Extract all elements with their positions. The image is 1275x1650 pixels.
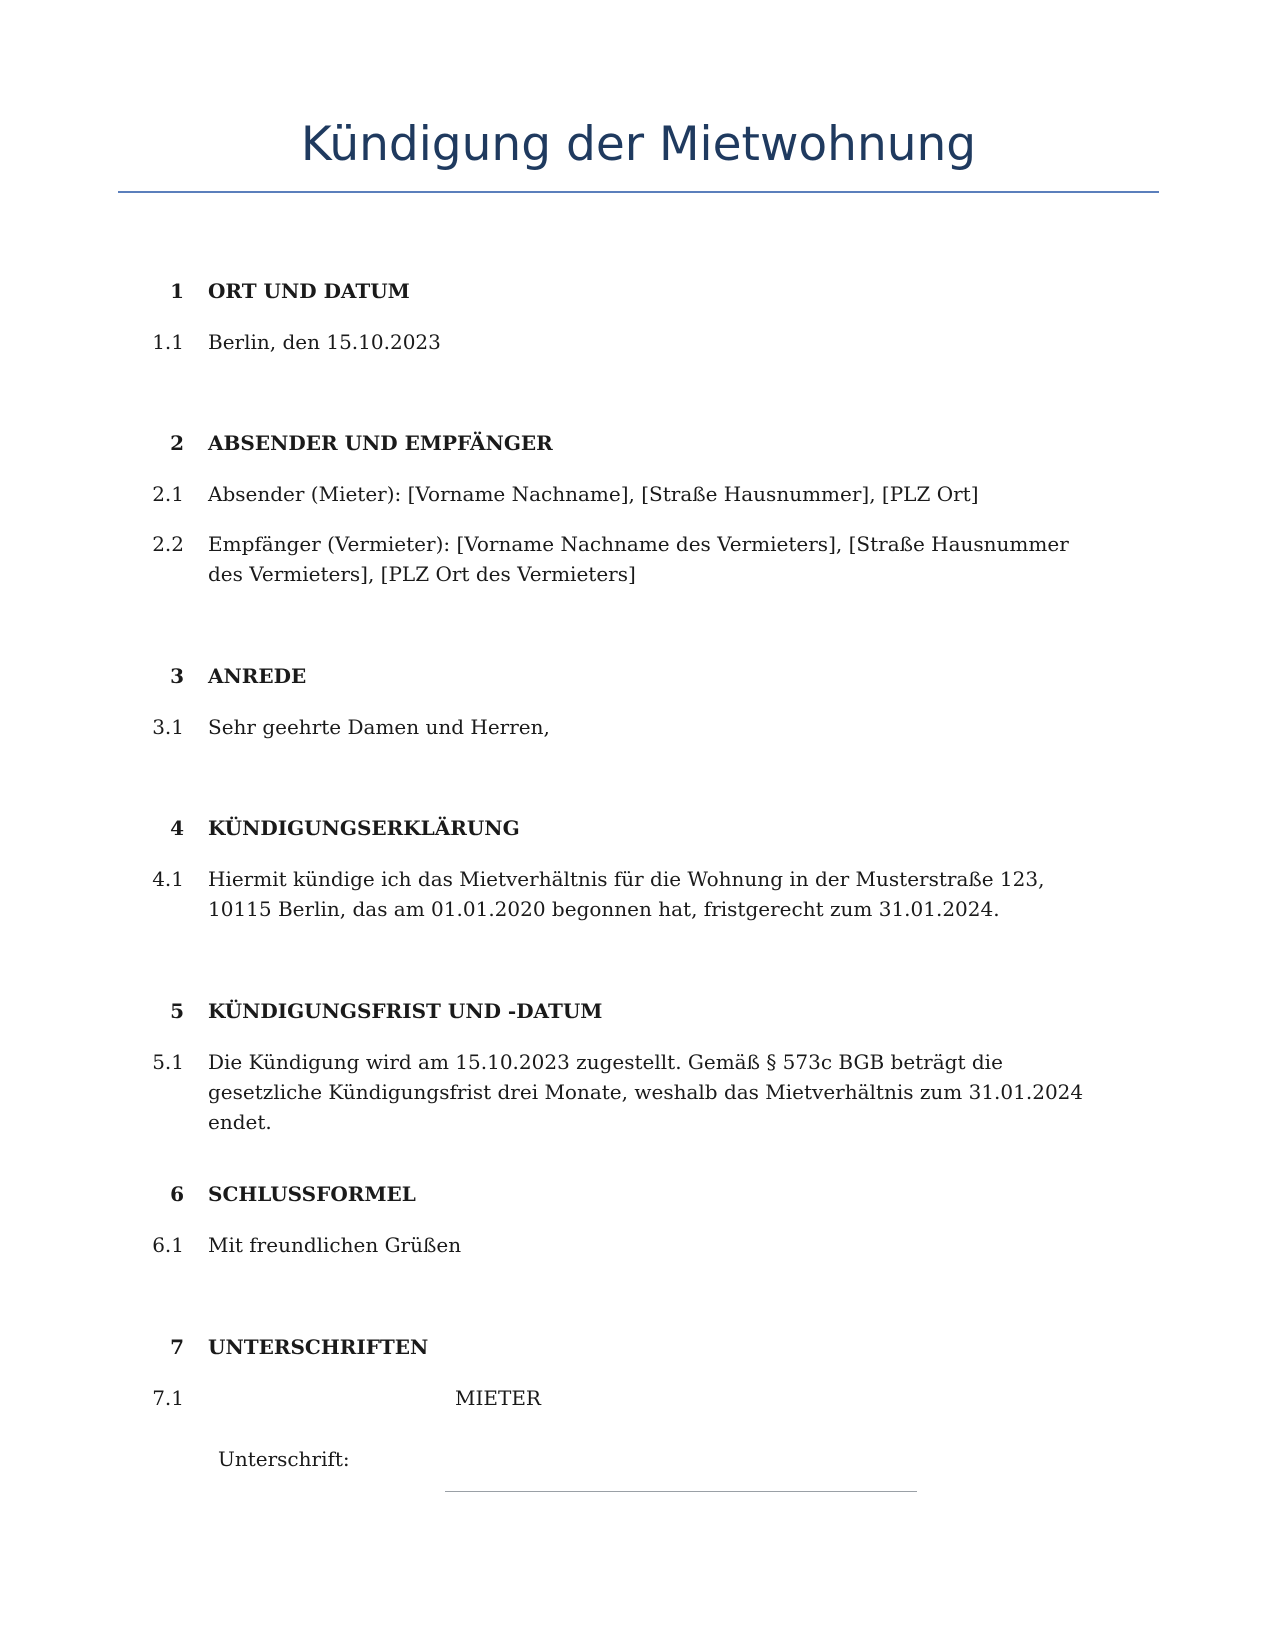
section-title: ORT UND DATUM [208, 279, 410, 303]
section-title: KÜNDIGUNGSERKLÄRUNG [208, 816, 520, 840]
clause-text: Hiermit kündige ich das Mietverhältnis für die Wohnung in der Musterstraße 123, 10115 Berlin, das am 01.01.2020 begonnen hat, fristgerecht zum 31.01.2024. [208, 867, 1045, 921]
section-number: 5 [170, 999, 184, 1023]
section-number: 6 [170, 1182, 184, 1206]
section-title: UNTERSCHRIFTEN [208, 1335, 429, 1359]
section-number: 7 [170, 1335, 184, 1359]
clause-number: 7.1 [152, 1386, 184, 1410]
clause-number: 6.1 [152, 1233, 184, 1257]
section-number: 2 [170, 431, 184, 455]
clause-number: 2.2 [152, 532, 184, 556]
clause-text: Die Kündigung wird am 15.10.2023 zugestellt. Gemäß § 573c BGB beträgt die gesetzliche Kündigungsfrist drei Monate, weshalb das Mietverhältnis zum 31.01.2024 endet. [208, 1050, 1084, 1134]
signature-role: MIETER [455, 1386, 541, 1410]
clause-text: Berlin, den 15.10.2023 [208, 330, 441, 354]
clause-text: Absender (Mieter): [Vorname Nachname], [Straße Hausnummer], [PLZ Ort] [208, 482, 979, 506]
clause-text: Mit freundlichen Grüßen [208, 1233, 462, 1257]
section-title: ANREDE [208, 664, 307, 688]
section-number: 4 [170, 816, 184, 840]
document-title: Kündigung der Mietwohnung [300, 117, 977, 172]
section-title: SCHLUSSFORMEL [208, 1182, 416, 1206]
section-title: ABSENDER UND EMPFÄNGER [208, 431, 553, 455]
clause-number: 2.1 [152, 482, 184, 506]
clause-number: 4.1 [152, 867, 184, 891]
signature-label: Unterschrift: [218, 1447, 350, 1471]
section-number: 1 [170, 279, 184, 303]
section-number: 3 [170, 664, 184, 688]
section-title: KÜNDIGUNGSFRIST UND -DATUM [208, 999, 603, 1023]
clause-number: 3.1 [152, 715, 184, 739]
clause-number: 1.1 [152, 330, 184, 354]
title-underline [118, 191, 1159, 193]
clause-number: 5.1 [152, 1050, 184, 1074]
clause-text: Empfänger (Vermieter): [Vorname Nachname des Vermieters], [Straße Hausnummer des Vermieters], [PLZ Ort des Vermieters] [208, 532, 1069, 586]
signature-line [445, 1491, 917, 1492]
clause-text: Sehr geehrte Damen und Herren, [208, 715, 550, 739]
